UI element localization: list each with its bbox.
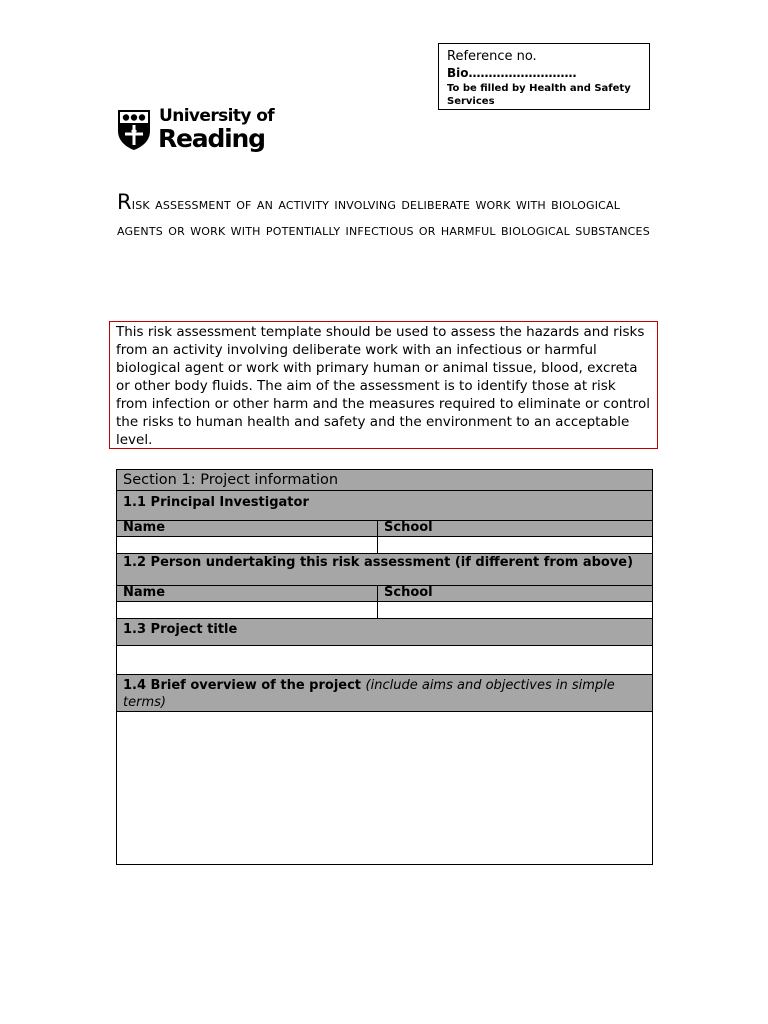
project-information-table bbox=[116, 469, 653, 865]
title-first-letter: R bbox=[117, 190, 132, 214]
reference-label: Reference no. bbox=[447, 49, 537, 64]
logo-text-line1: University of bbox=[159, 106, 275, 126]
reference-code: Bio……………………… bbox=[447, 66, 577, 80]
intro-text-box: This risk assessment template should be used to assess the hazards and risks from an activity involving deliberate work with an infectious or harmful biological agent or work with primary human or animal tissue, blood, excreta or other body fluids. The aim of the assessment is to identify those at risk from infection or other harm and the measures required to eliminate or control the risks to human health and safety and the environment to an acceptable level. bbox=[109, 321, 658, 449]
section-1-title: Section 1: Project information bbox=[117, 470, 653, 491]
university-logo bbox=[117, 107, 277, 155]
project-title-heading: 1.3 Project title bbox=[117, 619, 653, 646]
overview-heading: 1.4 Brief overview of the project bbox=[123, 678, 362, 693]
pi-heading: 1.1 Principal Investigator bbox=[117, 491, 653, 521]
overview-heading-cell bbox=[117, 675, 653, 712]
reference-note: To be filled by Health and Safety Services bbox=[447, 83, 631, 107]
person-name-header: Name bbox=[117, 586, 378, 602]
project-title-cell[interactable] bbox=[117, 646, 653, 675]
pi-school-cell[interactable] bbox=[378, 537, 653, 554]
overview-cell[interactable] bbox=[117, 712, 653, 865]
overview-note: (include aims and objectives in simple terms) bbox=[123, 678, 615, 710]
person-school-cell[interactable] bbox=[378, 602, 653, 619]
title-text: isk assessment of an activity involving deliberate work with biological agents or work with potentially infectious or harmful biological substances bbox=[117, 194, 650, 239]
page-title bbox=[117, 189, 657, 243]
pi-name-cell[interactable] bbox=[117, 537, 378, 554]
person-name-cell[interactable] bbox=[117, 602, 378, 619]
person-school-header: School bbox=[378, 586, 653, 602]
reference-box bbox=[438, 43, 650, 110]
logo-text-line2: Reading bbox=[158, 124, 265, 153]
pi-school-header: School bbox=[378, 521, 653, 537]
pi-name-header: Name bbox=[117, 521, 378, 537]
crest-icon bbox=[117, 109, 151, 151]
person-heading: 1.2 Person undertaking this risk assessment (if different from above) bbox=[117, 554, 653, 586]
